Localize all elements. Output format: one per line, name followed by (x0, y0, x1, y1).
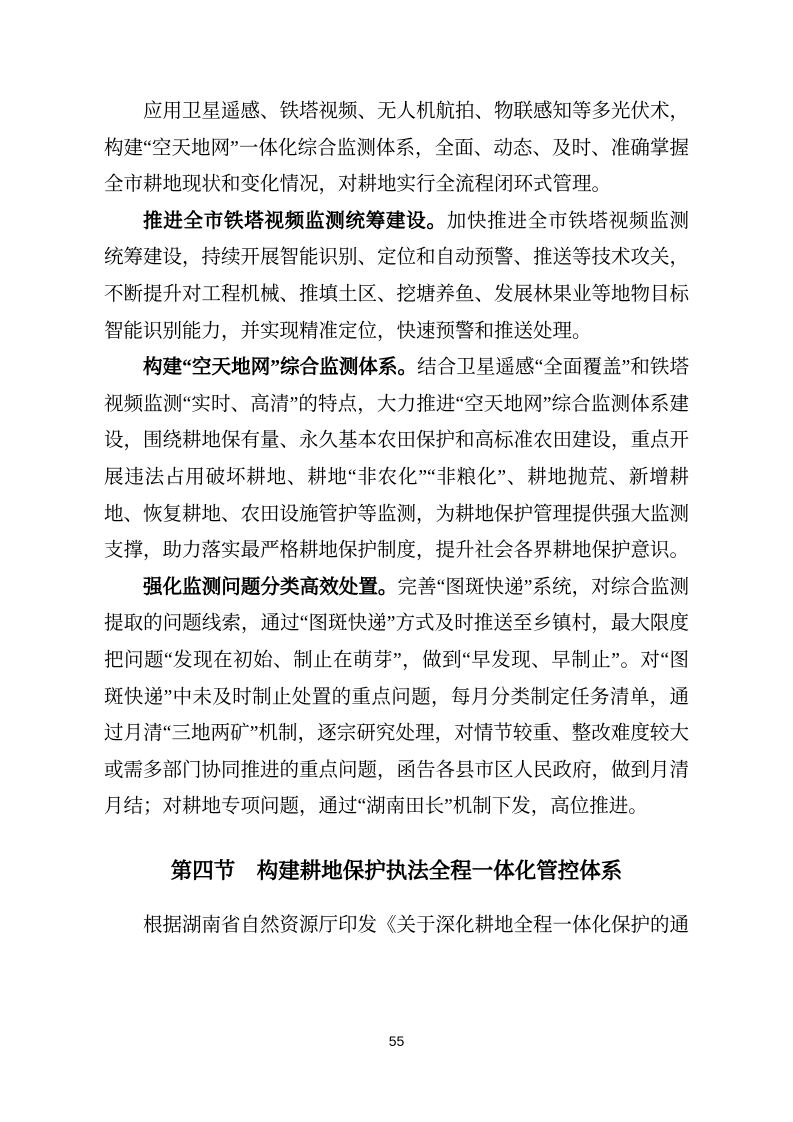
section-heading: 第四节 构建耕地保护执法全程一体化管控体系 (170, 858, 623, 883)
page-number: 55 (388, 1033, 405, 1049)
paragraph (104, 204, 689, 350)
paragraph (104, 350, 689, 570)
page-content (104, 94, 689, 944)
paragraph (104, 94, 689, 204)
paragraph-body-text: 加快推进全市铁塔视频监测统筹建设，持续开展智能识别、定位和自动预警、推送等技术攻关，不断提升对工程机械、推填土区、挖塘养鱼、发展林果业等地物目标智能识别能力，并实现精准定位，快速预警和推送处理。 (104, 210, 690, 342)
paragraph-body-text: 根据湖南省自然资源厅印发《关于深化耕地全程一体化保护的通 (143, 914, 690, 936)
paragraph-body-text: 完善“图斑快递”系统，对综合监测提取的问题线索，通过“图斑快递”方式及时推送至乡镇村，最大限度把问题“发现在初始、制止在萌芽”，做到“早发现、早制止”。对“图斑快递”中未及时制止处置的重点问题，每月分类制定任务清单，通过月清“三地两矿”机制，逐宗研究处理，对情节较重、整改难度较大或需多部门协同推进的重点问题，函告各县市区人民政府，做到月清月结；对耕地专项问题，通过“湖南田长”机制下发，高位推进。 (104, 576, 690, 818)
paragraph-body-text: 结合卫星遥感“全面覆盖”和铁塔视频监测“实时、高清”的特点，大力推进“空天地网”综合监测体系建设，围绕耕地保有量、永久基本农田保护和高标准农田建设，重点开展违法占用破坏耕地、耕地“非农化”“非粮化”、耕地抛荒、新增耕地、恢复耕地、农田设施管护等监测，为耕地保护管理提供强大监测支撑，助力落实最严格耕地保护制度，提升社会各界耕地保护意识。 (104, 357, 690, 562)
paragraph-lead-bold: 构建“空天地网”综合监测体系。 (143, 357, 418, 379)
paragraph-lead-bold: 强化监测问题分类高效处置。 (143, 576, 398, 598)
paragraph-body-text: 应用卫星遥感、铁塔视频、无人机航拍、物联感知等多光伏术，构建“空天地网”一体化综合监测体系，全面、动态、及时、准确掌握全市耕地现状和变化情况，对耕地实行全流程闭环式管理。 (104, 101, 690, 196)
paragraph (104, 570, 689, 826)
paragraph (104, 908, 689, 945)
paragraph-lead-bold: 推进全市铁塔视频监测统筹建设。 (143, 210, 447, 232)
